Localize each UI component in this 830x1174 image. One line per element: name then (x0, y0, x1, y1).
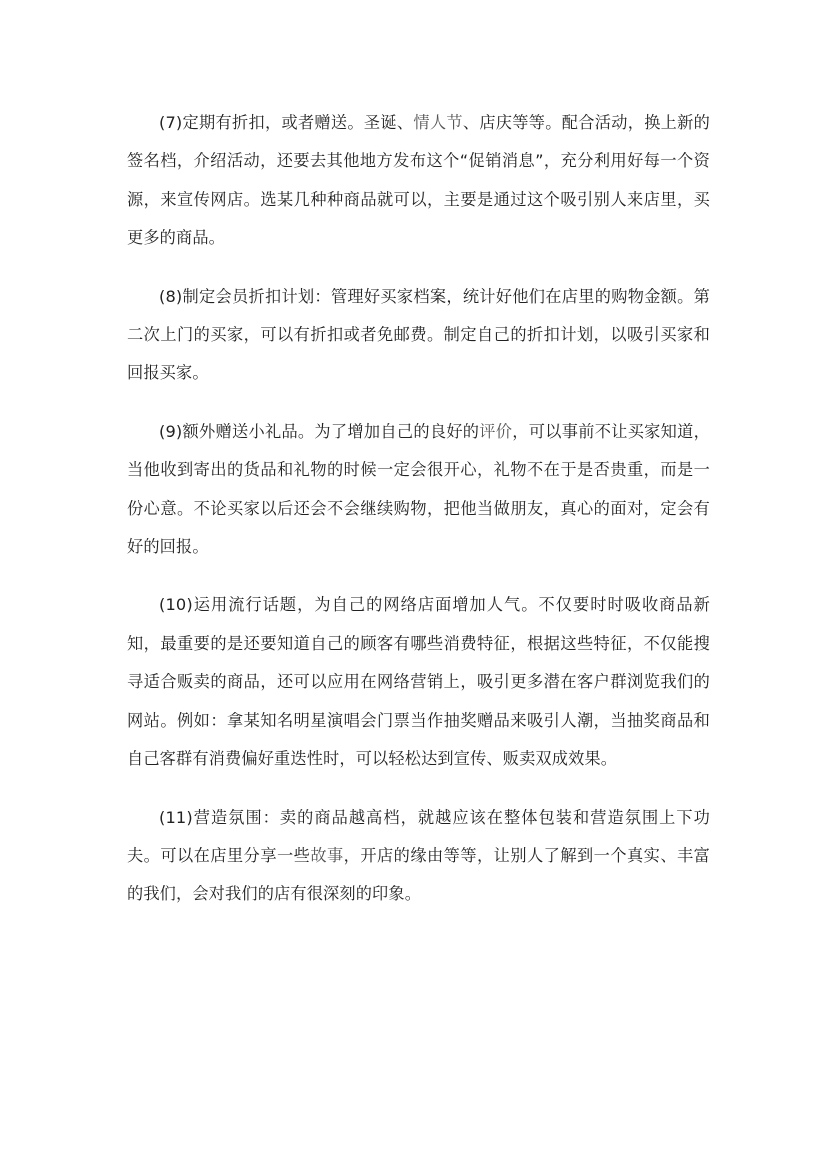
paragraph-text: ，可以事前不让买家知道，当他收到寄出的货品和礼物的时候一定会很开心，礼物不在于是否贵重，而是一份心意。不论买家以后还会不会继续购物，把他当做朋友，真心的面对，定会有好的回报。 (127, 421, 710, 557)
paragraph-8 (127, 278, 710, 393)
paragraph-text: (11)营造氛围：卖的商品越高档，就越应该在整体包装和营造氛围上下功夫。可以在店里分享一些 (127, 807, 710, 865)
paragraph-text: (9)额外赠送小礼品。为了增加自己的良好的 (159, 421, 480, 441)
link-valentines-day[interactable]: 情人节 (413, 113, 463, 132)
document-body (127, 104, 710, 934)
paragraph-7 (127, 104, 710, 258)
paragraph-text: 、店庆等等。配合活动，换上新的签名档，介绍活动，还要去其他地方发布这个“促销消息”，充分利用好每一个资源，来宣传网店。选某几种种商品就可以，主要是通过这个吸引别人来店里，买更多的商品。 (127, 113, 710, 248)
paragraph-text: (10)运用流行话题，为自己的网络店面增加人气。不仅要时时吸收商品新知，最重要的是还要知道自己的顾客有哪些消费特征，根据这些特征，不仅能搜寻适合贩卖的商品，还可以应用在网络营销上，吸引更多潜在客户群浏览我们的网站。例如：拿某知名明星演唱会门票当作抽奖赠品来吸引人潮，当抽奖商品和自己客群有消费偏好重迭性时，可以轻松达到宣传、贩卖双成效果。 (127, 595, 710, 769)
paragraph-text: (8)制定会员折扣计划：管理好买家档案，统计好他们在店里的购物金额。第二次上门的买家，可以有折扣或者免邮费。制定自己的折扣计划，以吸引买家和回报买家。 (127, 286, 710, 383)
paragraph-text: (7)定期有折扣，或者赠送。圣诞、 (159, 113, 414, 132)
paragraph-9 (127, 413, 710, 567)
paragraph-10 (127, 586, 710, 778)
link-story[interactable]: 故事 (310, 845, 344, 865)
paragraph-text: ，开店的缘由等等，让别人了解到一个真实、丰富的我们，会对我们的店有很深刻的印象。 (127, 845, 710, 904)
link-review[interactable]: 评价 (479, 421, 513, 441)
paragraph-11 (127, 799, 710, 914)
